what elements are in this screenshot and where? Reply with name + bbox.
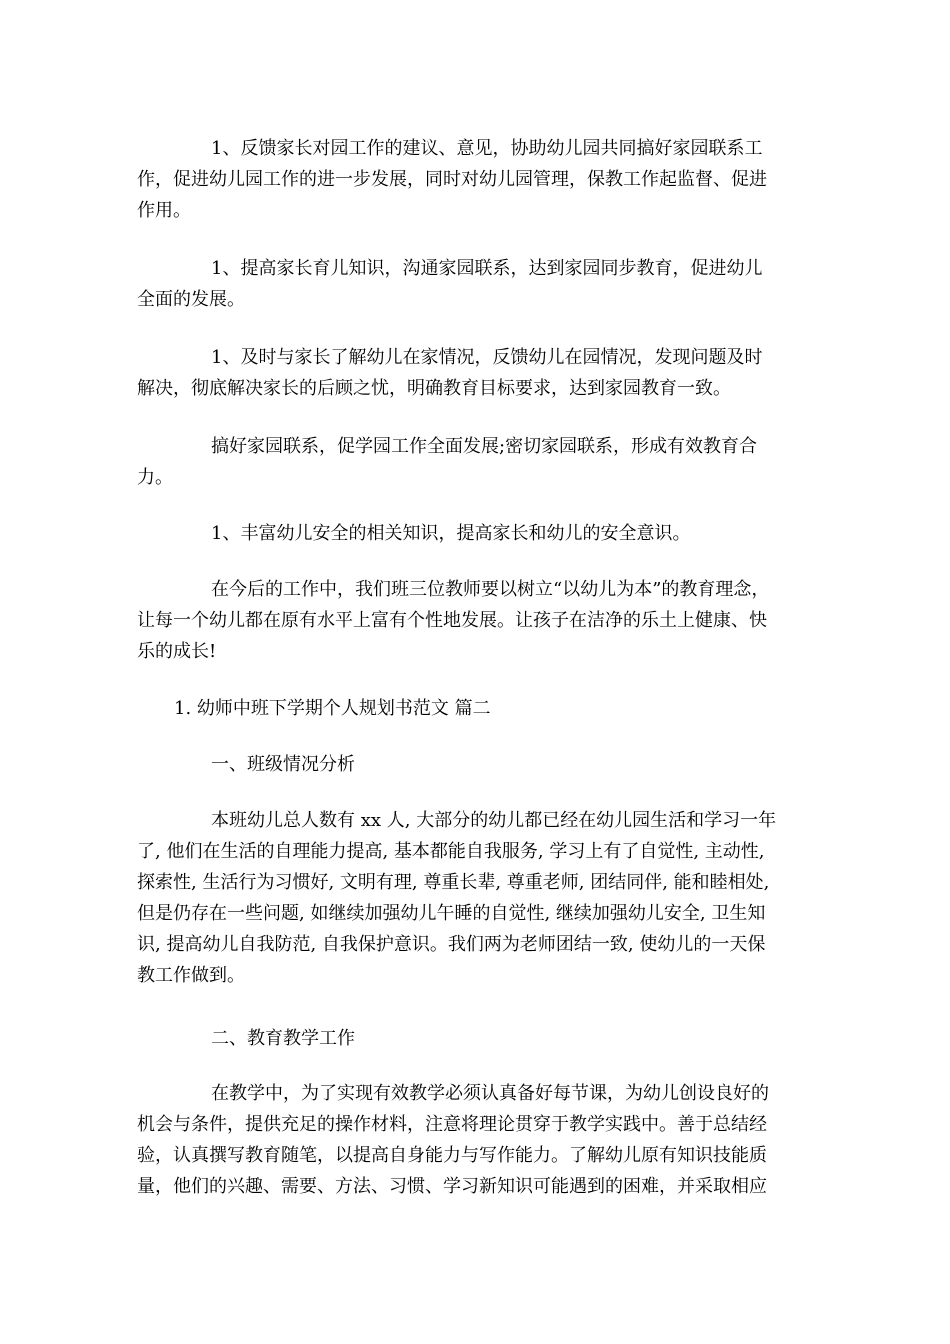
text-line: 1、反馈家长对园工作的建议、意见，协助幼儿园共同搞好家园联系工: [211, 138, 763, 159]
paragraph-feedback: [137, 133, 809, 226]
text-line: 1、提高家长育儿知识，沟通家园联系，达到家园同步教育，促进幼儿: [211, 258, 763, 279]
text-line: 机会与条件，提供充足的操作材料，注意将理论贯穿于教学实践中。善于总结经: [137, 1114, 767, 1135]
text-line: 让每一个幼儿都在原有水平上富有个性地发展。让孩子在洁净的乐土上健康、快: [137, 610, 767, 631]
section-title: [137, 693, 809, 724]
text-line: 搞好家园联系，促学园工作全面发展;密切家园联系，形成有效教育合: [211, 436, 758, 457]
heading-text: 二、教育教学工作: [211, 1028, 355, 1049]
text-line: 探索性, 生活行为习惯好, 文明有理, 尊重长辈, 尊重老师, 团结同伴, 能和睦相处,: [137, 872, 770, 893]
text-line: 在今后的工作中，我们班三位教师要以树立“以幼儿为本”的教育理念，: [211, 579, 770, 600]
paragraph-future-work: [137, 574, 809, 667]
text-line: 1、丰富幼儿安全的相关知识，提高家长和幼儿的安全意识。: [211, 523, 691, 544]
text-line: 作用。: [137, 200, 191, 221]
text-line: 解决，彻底解决家长的后顾之忧，明确教育目标要求，达到家园教育一致。: [137, 378, 731, 399]
heading-class-analysis: [137, 749, 809, 780]
text-line: 力。: [137, 467, 173, 488]
paragraph-parent-knowledge: [137, 253, 809, 315]
paragraph-home-school: [137, 431, 809, 493]
text-line: 但是仍存在一些问题, 如继续加强幼儿午睡的自觉性, 继续加强幼儿安全, 卫生知: [137, 903, 766, 924]
text-line: 在教学中，为了实现有效教学必须认真备好每节课，为幼儿创设良好的: [211, 1083, 769, 1104]
text-line: 教工作做到。: [137, 965, 245, 986]
paragraph-safety: [137, 518, 809, 549]
paragraph-teaching: [137, 1078, 809, 1202]
text-line: 验，认真撰写教育随笔，以提高自身能力与写作能力。了解幼儿原有知识技能质: [137, 1145, 767, 1166]
text-line: 识, 提高幼儿自我防范, 自我保护意识。我们两为老师团结一致, 使幼儿的一天保: [137, 934, 766, 955]
text-line: 量，他们的兴趣、需要、方法、习惯、学习新知识可能遇到的困难，并采取相应: [137, 1176, 767, 1197]
paragraph-class-analysis: [137, 805, 809, 991]
section-title-text: 1. 幼师中班下学期个人规划书范文 篇二: [174, 698, 491, 719]
text-line: 作，促进幼儿园工作的进一步发展，同时对幼儿园管理，保教工作起监督、促进: [137, 169, 767, 190]
text-line: 了, 他们在生活的自理能力提高, 基本都能自我服务, 学习上有了自觉性, 主动性,: [137, 841, 765, 862]
text-line: 全面的发展。: [137, 289, 245, 310]
text-line: 乐的成长!: [137, 641, 217, 662]
heading-text: 一、班级情况分析: [211, 754, 355, 775]
text-line: 本班幼儿总人数有 xx 人, 大部分的幼儿都已经在幼儿园生活和学习一年: [211, 810, 777, 831]
heading-teaching-work: [137, 1023, 809, 1054]
paragraph-timely-communication: [137, 342, 809, 404]
text-line: 1、及时与家长了解幼儿在家情况，反馈幼儿在园情况，发现问题及时: [211, 347, 763, 368]
